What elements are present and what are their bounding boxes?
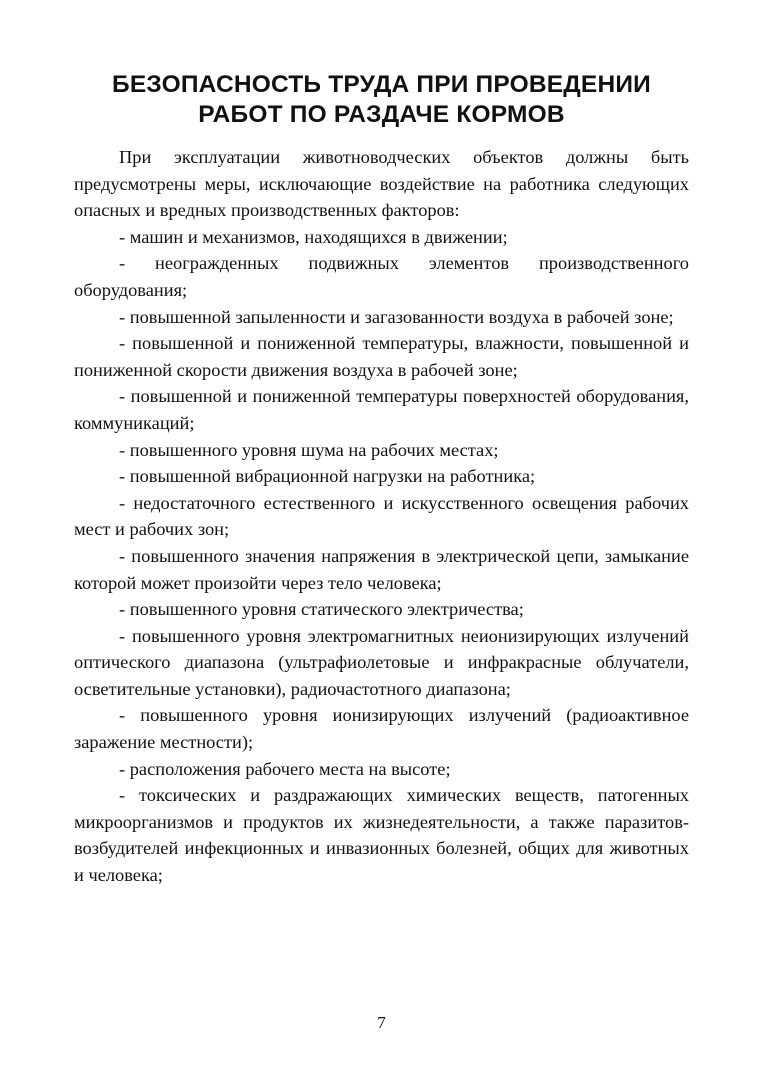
title-line-2: РАБОТ ПО РАЗДАЧЕ КОРМОВ — [198, 101, 565, 128]
intro-paragraph: При эксплуатации животноводческих объектов должны быть предусмотрены меры, исключающие воздействие на работника следующих опасных и вредных производственных факторов: — [74, 147, 689, 221]
list-item: - неогражденных подвижных элементов производственного оборудования; — [74, 253, 689, 300]
list-item: - повышенного уровня статического электричества; — [119, 599, 524, 620]
list-item: - машин и механизмов, находящихся в движении; — [119, 226, 508, 247]
page-number: 7 — [377, 1013, 386, 1032]
list-item: - повышенного значения напряжения в электрической цепи, замыкание которой может произойти через тело человека; — [74, 545, 689, 593]
list-item: - повышенного уровня электромагнитных неионизирующих излучений оптического диапазона (ультрафиолетовые и инфракрасные облучатели, осветительные установки), радиочастотного диапазона; — [74, 625, 689, 699]
list-item: - расположения рабочего места на высоте; — [119, 758, 451, 779]
list-item: - недостаточного естественного и искусственного освещения рабочих мест и рабочих зон; — [74, 492, 689, 540]
list-item: - повышенного уровня шума на рабочих местах; — [119, 439, 499, 460]
list-item: - повышенной и пониженной температуры, влажности, повышенной и пониженной скорости движения воздуха в рабочей зоне; — [74, 333, 689, 380]
list-item: - повышенной и пониженной температуры поверхностей оборудования, коммуникаций; — [74, 386, 689, 433]
list-item: - повышенного уровня ионизирующих излучений (радиоактивное заражение местности); — [74, 705, 689, 753]
list-item: - повышенной вибрационной нагрузки на работника; — [119, 466, 536, 487]
title-line-1: БЕЗОПАСНОСТЬ ТРУДА ПРИ ПРОВЕДЕНИИ — [112, 71, 651, 98]
list-item: - токсических и раздражающих химических веществ, патогенных микроорганизмов и продуктов их жизнедеятельности, а также паразитов-возбудителей инфекционных и инвазионных болезней, общих для животных и человека; — [74, 785, 689, 886]
body-text — [74, 144, 689, 889]
list-item: - повышенной запыленности и загазованности воздуха в рабочей зоне; — [119, 306, 674, 327]
page-title — [60, 70, 703, 130]
